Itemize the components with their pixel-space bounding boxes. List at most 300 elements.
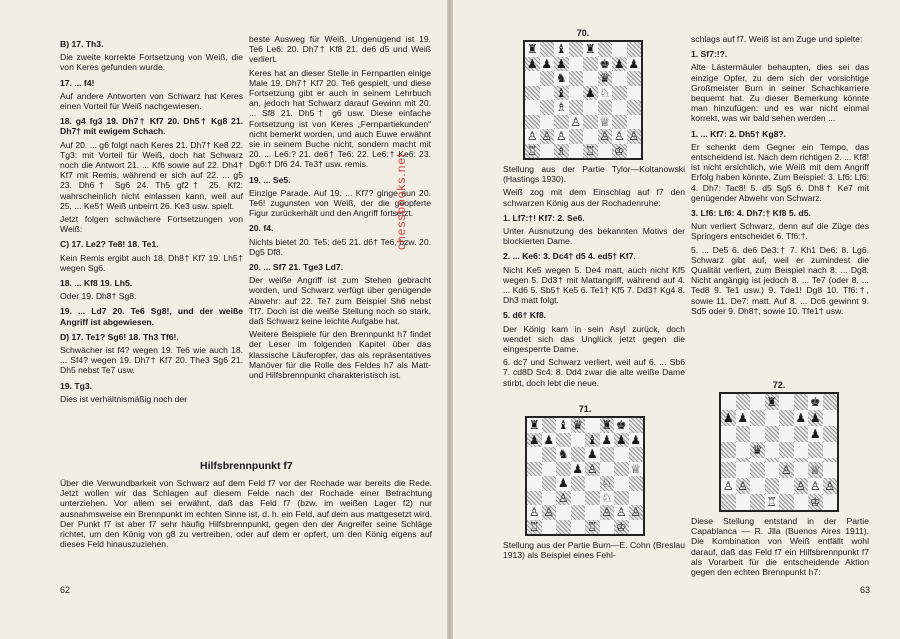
chess-piece-icon: ♖ [584, 143, 596, 158]
chess-piece-icon: ♞ [555, 71, 567, 86]
paragraph: Kein Remis ergibt auch 18. Dh8† Kf7 19. Lh5† wegen Sg6. [60, 252, 243, 273]
board-square [571, 505, 586, 520]
chess-piece-icon: ♙ [570, 114, 582, 129]
board-square [585, 462, 600, 477]
board-square [569, 129, 584, 144]
chess-piece-icon: ♙ [543, 505, 555, 520]
board-square [721, 442, 736, 458]
chess-piece-icon: ♘ [601, 490, 613, 505]
board-square [808, 462, 823, 478]
chess-piece-icon: ♜ [526, 42, 538, 57]
board-square [612, 57, 627, 72]
chess-piece-icon: ♝ [555, 42, 567, 57]
chess-piece-icon: ♟ [555, 56, 567, 71]
board-square [600, 462, 615, 477]
board-square [585, 491, 600, 506]
board-square [808, 478, 823, 494]
watermark-text: chessbooks.net [394, 152, 408, 250]
chess-piece-icon: ♙ [615, 505, 627, 520]
board-square [571, 433, 586, 448]
board-square [585, 433, 600, 448]
section-heading: Hilfsbrennpunkt f7 [200, 460, 293, 472]
chess-piece-icon: ♟ [737, 411, 749, 425]
chess-piece-icon: ♜ [584, 42, 596, 57]
board-square [571, 418, 586, 433]
board-square [765, 462, 780, 478]
board-square [779, 410, 794, 426]
board-square [808, 410, 823, 426]
diagram-71-label: 71. [578, 404, 592, 414]
chess-piece-icon: ♝ [586, 432, 598, 447]
board-square [540, 115, 555, 130]
board-square [750, 494, 765, 510]
board-square [612, 144, 627, 159]
paragraph: 6. dc7 und Schwarz verliert, weil auf 6. ... Sb6 7. cd8D Sc4: 8. Dd4 zwar die alte weiße Dame stirbt, doch lebt die neue. [503, 357, 685, 388]
board-square [525, 57, 540, 72]
board-square [779, 478, 794, 494]
board-square [627, 71, 642, 86]
board-square [598, 42, 613, 57]
diagram-72-label: 72. [772, 380, 786, 390]
board-square [554, 129, 569, 144]
board-square [736, 394, 751, 410]
board-square [542, 433, 557, 448]
chess-piece-icon: ♞ [557, 447, 569, 462]
board-square [583, 100, 598, 115]
board-square [600, 418, 615, 433]
board-square [629, 505, 644, 520]
board-square [808, 442, 823, 458]
board-square [525, 86, 540, 101]
board-square [571, 462, 586, 477]
board-square [721, 478, 736, 494]
board-square [556, 433, 571, 448]
board-square [750, 426, 765, 442]
board-square [540, 129, 555, 144]
board-square [823, 462, 838, 478]
board-square [525, 129, 540, 144]
board-square [736, 478, 751, 494]
board-square [750, 394, 765, 410]
board-square [612, 42, 627, 57]
chess-piece-icon: ♖ [528, 519, 540, 534]
board-square [750, 462, 765, 478]
chess-piece-icon: ♚ [615, 418, 627, 433]
board-square [540, 86, 555, 101]
board-square [721, 494, 736, 510]
board-square [598, 86, 613, 101]
board-square [554, 57, 569, 72]
chess-piece-icon: ♙ [528, 505, 540, 520]
board-square [808, 426, 823, 442]
board-square [569, 115, 584, 130]
chess-piece-icon: ♜ [528, 418, 540, 433]
board-square [750, 410, 765, 426]
chess-piece-icon: ♙ [809, 479, 821, 493]
diagram-70 [523, 28, 643, 160]
board-square [614, 462, 629, 477]
diagram-70-label: 70. [576, 28, 590, 38]
chess-piece-icon: ♟ [630, 432, 642, 447]
board-square [600, 491, 615, 506]
chess-piece-icon: ♕ [809, 463, 821, 477]
board-square [779, 442, 794, 458]
paragraph: C) 17. Le2? Te8! 18. Te1. [60, 239, 159, 250]
board-square [627, 100, 642, 115]
board-square [554, 100, 569, 115]
bottom-paragraph-text: Über die Verwundbarkeit von Schwarz auf dem Feld f7 vor der Rochade war bereits die Rede. Jetzt wollen wir das Schlagen auf diesem Felde nach der Rochade einer Betrachtung unterziehen. Vor allem sei erwähnt, daß das Feld f7 (bzw. im weißen Lager f2) nur ausnahmsweise ein Brennpunkt im echten Sinne ist, d. h. ein Feld, auf dem aus mattgesetzt wird. Der Punkt f7 ist aber f7 sehr häufig Hilfsbrennpunkt, gegen den der Angreifer seine Schläge richtet, um den König von g8 zu vertreiben, oder auf dem er opfert, um den König eigens auf dieses Feld hinauszuziehen. [60, 478, 432, 550]
paragraph: Nicht Ke5 wegen 5. De4 matt, auch nicht Kf5 wegen 5. Dd3† mit Mattangriff, während auf 4. ... Kd6 5. Sb5† Ke5 6. Te1† Kf5 7. Dd3† Kg4 8. Dh3 matt folgt. [503, 264, 685, 306]
board-square [554, 115, 569, 130]
chess-piece-icon: ♟ [526, 56, 538, 71]
board-square [556, 418, 571, 433]
board-square [614, 418, 629, 433]
chess-piece-icon: ♔ [613, 143, 625, 158]
chessboard-71 [525, 416, 645, 536]
board-square [583, 71, 598, 86]
chess-piece-icon: ♟ [615, 432, 627, 447]
paragraph: Jetzt folgen schwächere Fortsetzungen von Weiß: [60, 214, 243, 235]
paragraph: 20. f4. [249, 223, 274, 234]
board-square [627, 86, 642, 101]
board-square [598, 71, 613, 86]
diagram-72 [719, 380, 839, 512]
board-square [527, 433, 542, 448]
board-square [736, 462, 751, 478]
board-square [540, 144, 555, 159]
chess-piece-icon: ♙ [722, 479, 734, 493]
board-square [765, 394, 780, 410]
board-square [527, 462, 542, 477]
board-square [736, 442, 751, 458]
board-square [525, 42, 540, 57]
paragraph: B) 17. Th3. [60, 39, 104, 49]
paragraph: Nichts bietet 20. Te5: de5 21. d6† Te6, bzw. 20. Dg5 Df8. [249, 236, 431, 257]
board-square [794, 462, 809, 478]
paragraph: Keres hat an dieser Stelle in Fernpartien einige Male 19. Dh7† Kf7 20. Te6 gespielt, und diese Fortsetzung gibt er auch in seinem Lehrbuch an, jedoch hat Schwarz darauf Gewinn mit 20. ... Sf8 21. Dh5† g6 usw. Diese einfache Fortsetzung ist von Keres „Fernpartiekunden“ nicht bemerkt worden, und auch Euwe erwähnt sie in seinem Buche nicht, sondern macht mit 20. ... Le6:? 21. de6† Te6: 22. Le6:† Ke6: 23. Dg6:† Df6 24. Te3† usw. remis. [249, 67, 431, 170]
chess-piece-icon: ♖ [586, 519, 598, 534]
board-square [794, 410, 809, 426]
board-square [583, 115, 598, 130]
board-square [540, 57, 555, 72]
board-square [794, 442, 809, 458]
paragraph: Er schenkt dem Gegner ein Tempo, das entscheidend ist. Nach dem richtigen 2. ... Kf8! ist nicht ersichtlich, wie Weiß mit dem Angriff Erfolg haben könnte. Zum Beispiel: 3. Lf6: Lf6: 4. Dh7: Tac8! 5. d5 Sg5 6. Dh8† Ke7 mit genügender Abwehr von Schwarz. [691, 141, 869, 203]
board-square [583, 144, 598, 159]
right-page [451, 0, 900, 639]
board-square [556, 505, 571, 520]
board-square [554, 71, 569, 86]
board-square [629, 447, 644, 462]
chess-piece-icon: ♟ [628, 56, 640, 71]
paragraph: Auf andere Antworten von Schwarz hat Keres einen Vorteil für Weiß nachgewiesen. [60, 90, 243, 112]
board-square [585, 447, 600, 462]
board-square [779, 426, 794, 442]
board-square [823, 426, 838, 442]
board-square [542, 491, 557, 506]
paragraph: 5. d6† Kf8. [503, 310, 546, 321]
board-square [598, 144, 613, 159]
right-column-1 [503, 164, 685, 391]
paragraph: 1. ... Kf7: 2. Dh5† Kg8?. [691, 128, 787, 139]
board-square [556, 447, 571, 462]
board-square [612, 129, 627, 144]
board-square [556, 520, 571, 535]
paragraph: 3. Lf6: Lf6: 4. Dh7:† Kf8 5. d5. [691, 208, 811, 219]
board-square [823, 478, 838, 494]
board-square [721, 462, 736, 478]
chess-piece-icon: ♙ [824, 479, 836, 493]
chess-piece-icon: ♙ [780, 463, 792, 477]
board-square [765, 426, 780, 442]
board-square [627, 42, 642, 57]
board-square [527, 447, 542, 462]
board-square [614, 433, 629, 448]
paragraph: 18. g4 fg3 19. Dh7† Kf7 20. Dh5† Kg8 21. Dh7† mit ewigem Schach. [60, 116, 243, 137]
board-square [585, 476, 600, 491]
board-square [823, 394, 838, 410]
board-square [525, 115, 540, 130]
paragraph: Stellung aus der Partie Tylor—Koltanowski (Hastings 1930). [503, 164, 685, 185]
chess-piece-icon: ♕ [630, 461, 642, 476]
chess-piece-icon: ♙ [586, 461, 598, 476]
chess-piece-icon: ♗ [555, 143, 567, 158]
board-square [569, 71, 584, 86]
board-square [571, 476, 586, 491]
paragraph: Schwächer ist f4? wegen 19. Te6 wie auch 18. ... Sf4? wegen 19. Dh7† Kf7 20. The3 Sg6 21. Dh5 nebst Te7 usw. [60, 345, 243, 376]
caption-71 [503, 540, 685, 563]
paragraph: Der König kam in sein Asyl zurück, doch wendet sich das Unglück jetzt gegen die eingesperrte Dame. [503, 323, 685, 355]
board-square [600, 520, 615, 535]
board-square [750, 442, 765, 458]
chess-piece-icon: ♟ [809, 411, 821, 425]
chess-piece-icon: ♙ [795, 479, 807, 493]
board-square [736, 494, 751, 510]
chess-piece-icon: ♟ [613, 56, 625, 71]
board-square [527, 505, 542, 520]
board-square [583, 57, 598, 72]
chess-piece-icon: ♝ [557, 418, 569, 433]
chess-piece-icon: ♙ [599, 129, 611, 144]
chess-piece-icon: ♙ [555, 129, 567, 144]
board-square [542, 476, 557, 491]
chess-piece-icon: ♙ [613, 129, 625, 144]
board-square [583, 42, 598, 57]
chess-piece-icon: ♛ [751, 443, 763, 457]
board-square [540, 71, 555, 86]
board-square [614, 505, 629, 520]
paragraph: Der weiße Angriff ist zum Stehen gebracht worden, und Schwarz verfügt über genügende Abwehr: auf 22. Te7 zum Beispiel Sh6 nebst Tf7. Doch ist die weiße Stellung noch so stark, daß Schwarz keine leichte Aufgabe hat. [249, 275, 431, 327]
board-square [721, 394, 736, 410]
board-square [765, 410, 780, 426]
board-square [542, 505, 557, 520]
board-square [542, 520, 557, 535]
paragraph: Nun verliert Schwarz, denn auf die Züge des Springers entscheidet 6. Tf6:†. [691, 221, 869, 242]
board-square [779, 462, 794, 478]
board-square [721, 410, 736, 426]
board-square [750, 478, 765, 494]
chess-piece-icon: ♝ [555, 85, 567, 100]
paragraph: 19. Tg3. [60, 380, 92, 391]
paragraph: Dies ist verhältnismäßig noch der [60, 393, 188, 404]
chess-piece-icon: ♙ [628, 129, 640, 144]
board-square [569, 86, 584, 101]
chess-piece-icon: ♙ [557, 490, 569, 505]
board-square [525, 71, 540, 86]
paragraph: 5. ... De5 6. de6 De3:† 7. Kh1 De6: 8. Lg6. Schwarz gibt auf, weil er zumindest die Qualität verliert, zum Beispiel nach 8. ... Dg8. Nicht angängig ist jedoch 8. ... Te7 (oder 8. ... Ted8 9. Te1 usw.) 9. Tde1! Dg8 10. Tf6:†, sowie 11. De7: matt. Auf 8. ... Dc6 gewinnt 9. Sd5 oder 9. Dh8†, sowie 10. Tfe1† usw. [691, 244, 869, 316]
board-square [614, 520, 629, 535]
chess-piece-icon: ♟ [543, 432, 555, 447]
board-square [540, 100, 555, 115]
board-square [585, 418, 600, 433]
paragraph: Unter Ausnutzung des bekannten Motivs der blockierten Dame. [503, 226, 685, 247]
board-square [569, 100, 584, 115]
board-square [614, 476, 629, 491]
chess-piece-icon: ♟ [601, 432, 613, 447]
caption-71-text: Stellung aus der Partie Burn—E. Cohn (Breslau 1913) als Beispiel eines Fehl- [503, 540, 685, 561]
paragraph: 19. ... Se5. [249, 174, 291, 185]
paragraph: Weitere Beispiele für den Brennpunkt h7 findet der Leser im folgenden Kapitel über das klassische Läuferopfer, das als repräsentatives Manöver für die Rolle des Feldes h7 als Matt- und Hilfsbrennpunkt charakteristisch ist. [249, 329, 431, 381]
board-square [600, 505, 615, 520]
paragraph: Auf 20. ... g6 folgt nach Keres 21. Dh7† Ke8 22. Tg3: mit Vorteil für Weiß, doch hat Schwarz noch die Antwort 21. ... Kf6 sowie auf 22. Dh4† Kf7 mit Remis, während er sich auf 22. ... g5 23. Dh6† Sg6 24. Th5 gf2† 25. Kf2: wahrscheinlich nicht einlassen kann, weil auf 25. ... Ke5† Weiß unbeirrt 26. Ke3 usw. spielt. [60, 139, 243, 211]
chess-piece-icon: ♖ [766, 495, 778, 509]
board-square [600, 476, 615, 491]
board-square [583, 86, 598, 101]
board-square [556, 462, 571, 477]
board-square [585, 505, 600, 520]
chess-piece-icon: ♜ [766, 395, 778, 409]
board-square [765, 478, 780, 494]
board-square [808, 394, 823, 410]
paragraph: 2. ... Ke6: 3. Dc4† d5 4. ed5† Kf7. [503, 251, 636, 262]
board-square [527, 418, 542, 433]
board-square [614, 491, 629, 506]
board-square [598, 129, 613, 144]
board-square [614, 447, 629, 462]
board-square [540, 42, 555, 57]
board-square [571, 447, 586, 462]
board-square [627, 57, 642, 72]
board-square [823, 442, 838, 458]
board-square [525, 100, 540, 115]
bottom-paragraph [60, 478, 432, 552]
chessboard-72 [719, 392, 839, 512]
paragraph: Die zweite korrekte Fortsetzung von Weiß, die von Keres gefunden wurde. [60, 52, 243, 73]
chess-piece-icon: ♔ [809, 495, 821, 509]
board-square [765, 494, 780, 510]
board-square [794, 394, 809, 410]
right-column-2 [691, 34, 869, 319]
chess-piece-icon: ♟ [541, 56, 553, 71]
chess-piece-icon: ♟ [809, 427, 821, 441]
paragraph: 20. ... Sf7 21. Tge3 Ld7. [249, 262, 344, 273]
page-number-right: 63 [859, 585, 870, 595]
chess-piece-icon: ♗ [555, 100, 567, 115]
chess-piece-icon: ♛ [572, 418, 584, 433]
board-square [823, 494, 838, 510]
board-square [779, 494, 794, 510]
chess-piece-icon: ♛ [599, 71, 611, 86]
board-square [527, 476, 542, 491]
chess-piece-icon: ♘ [599, 85, 611, 100]
chess-piece-icon: ♖ [526, 143, 538, 158]
board-square [612, 100, 627, 115]
paragraph: Alte Lästermäuler behaupten, dies sei das einzige Opfer, zu dem sich der vorsichtige Großmeister Burn in seiner Schachkarriere bequemt hat. Zu dieser Bemerkung könnte man hinzufügen: und es war nicht einmal korrekt, was wir bald sehen werden ... [691, 62, 869, 124]
board-square [598, 115, 613, 130]
board-square [542, 447, 557, 462]
board-square [554, 42, 569, 57]
board-square [600, 447, 615, 462]
board-square [569, 144, 584, 159]
board-square [527, 491, 542, 506]
board-square [556, 491, 571, 506]
chess-piece-icon: ♟ [584, 85, 596, 100]
board-square [569, 42, 584, 57]
board-square [571, 491, 586, 506]
board-square [736, 410, 751, 426]
chess-piece-icon: ♙ [526, 129, 538, 144]
board-square [583, 129, 598, 144]
board-square [721, 426, 736, 442]
board-square [542, 462, 557, 477]
board-square [554, 144, 569, 159]
chess-piece-icon: ♟ [722, 411, 734, 425]
board-square [765, 442, 780, 458]
paragraph: 18. ... Kf8 19. Lh5. [60, 278, 133, 289]
board-square [627, 129, 642, 144]
board-square [629, 418, 644, 433]
board-square [823, 410, 838, 426]
board-square [627, 115, 642, 130]
page-number-left: 62 [60, 585, 71, 595]
chessboard-70 [523, 40, 643, 160]
paragraph: Einzige Parade. Auf 19. ... Kf7? ginge nun 20. Te6! zugunsten von Weiß, der die geopferte Figur zurückerhält und den Angriff fortsetzt. [249, 187, 431, 219]
board-square [598, 100, 613, 115]
paragraph: 1. Sf7:!?. [691, 49, 728, 60]
board-square [627, 144, 642, 159]
caption-72-text: Diese Stellung entstand in der Partie Capablanca — R. Jlla (Buenos Aires 1911). Die Kombination von Weiß entfällt wohl darauf, daß das Feld f7 ein Hilfsbrennpunkt f7 als Vorarbeit für die entscheidende Aktion gegen den echten Brennpunkt h7: [691, 516, 869, 578]
chess-piece-icon: ♟ [795, 411, 807, 425]
chess-piece-icon: ♟ [572, 461, 584, 476]
board-square [794, 426, 809, 442]
caption-72 [691, 516, 869, 580]
board-square [612, 86, 627, 101]
left-page [0, 0, 449, 639]
paragraph: 17. ... f4! [60, 77, 95, 88]
board-square [525, 144, 540, 159]
chess-piece-icon: ♙ [737, 479, 749, 493]
chess-piece-icon: ♙ [541, 129, 553, 144]
chess-piece-icon: ♟ [528, 432, 540, 447]
chess-piece-icon: ♚ [599, 56, 611, 71]
board-square [612, 71, 627, 86]
left-column-1 [60, 34, 243, 407]
chess-piece-icon: ♕ [599, 114, 611, 129]
paragraph: 1. Lf7:†! Kf7: 2. Se6. [503, 212, 585, 223]
board-square [808, 494, 823, 510]
board-square [779, 394, 794, 410]
paragraph: Weiß zog mit dem Einschlag auf f7 den schwarzen König aus der Rochadenruhe: [503, 187, 685, 208]
board-square [629, 476, 644, 491]
chess-piece-icon: ♙ [630, 505, 642, 520]
paragraph: Oder 19. Dh8† Sg8. [60, 291, 137, 302]
board-square [542, 418, 557, 433]
board-square [571, 520, 586, 535]
paragraph: D) 17. Te1? Sg6! 18. Th3 Tf6!. [60, 331, 179, 342]
chess-piece-icon: ♚ [809, 395, 821, 409]
board-square [794, 478, 809, 494]
board-square [794, 494, 809, 510]
board-square [629, 491, 644, 506]
